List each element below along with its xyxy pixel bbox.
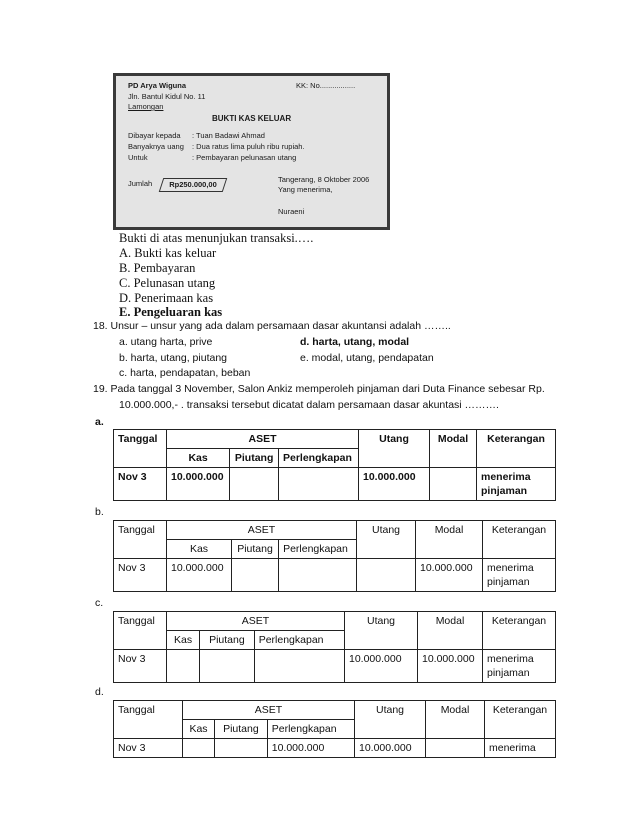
header-aset: ASET (167, 430, 359, 449)
header-kas: Kas (167, 540, 232, 559)
row-kas (183, 739, 215, 758)
header-modal: Modal (416, 521, 483, 559)
header-kas: Kas (167, 631, 200, 650)
header-modal: Modal (418, 612, 483, 650)
q19-question-line2: 10.000.000,- . transaksi tersebut dicatat dalam persamaan dasar akuntasi ………. (119, 399, 499, 411)
q19-option-b-label: b. (95, 506, 104, 518)
row-modal (426, 739, 485, 758)
receipt-title: BUKTI KAS KELUAR (212, 114, 292, 123)
q17-option-d: D. Penerimaan kas (119, 291, 214, 305)
header-tanggal: Tanggal (114, 701, 183, 739)
header-piutang: Piutang (231, 540, 278, 559)
row-keterangan: menerima pinjaman (483, 559, 556, 592)
row-keterangan: menerima (485, 739, 556, 758)
header-tanggal: Tanggal (114, 430, 167, 468)
row-modal (430, 468, 477, 501)
header-perlengkapan: Perlengkapan (254, 631, 344, 650)
row-date: Nov 3 (114, 559, 167, 592)
receipt-paid-to-label: Dibayar kepada (128, 131, 181, 140)
q19-table-c (113, 611, 556, 683)
header-keterangan: Keterangan (483, 612, 556, 650)
row-kas (167, 650, 200, 683)
header-perlengkapan: Perlengkapan (267, 720, 354, 739)
header-utang: Utang (345, 612, 418, 650)
header-utang: Utang (357, 521, 416, 559)
receipt-address1: Jln. Bantul Kidul No. 11 (128, 92, 206, 101)
q18-option-d: d. harta, utang, modal (300, 336, 410, 348)
receipt-amount-words: : Dua ratus lima puluh ribu rupiah. (192, 142, 305, 151)
header-perlengkapan: Perlengkapan (279, 449, 359, 468)
receipt-kk-number: KK: No................. (296, 81, 356, 90)
row-kas: 10.000.000 (167, 559, 232, 592)
row-perlengkapan (279, 559, 357, 592)
receipt-image (113, 73, 390, 230)
header-tanggal: Tanggal (114, 521, 167, 559)
receipt-total: Rp250.000,00 (169, 180, 217, 189)
q19-table-d (113, 700, 556, 758)
row-perlengkapan (254, 650, 344, 683)
q18-option-a: a. utang harta, prive (119, 336, 213, 348)
row-piutang (231, 559, 278, 592)
header-aset: ASET (167, 521, 357, 540)
header-utang: Utang (359, 430, 430, 468)
row-piutang (200, 650, 255, 683)
q18-option-b: b. harta, utang, piutang (119, 352, 227, 364)
header-piutang: Piutang (230, 449, 279, 468)
receipt-paid-to: : Tuan Badawi Ahmad (192, 131, 265, 140)
receipt-purpose: : Pembayaran pelunasan utang (192, 153, 297, 162)
row-utang: 10.000.000 (359, 468, 430, 501)
row-kas: 10.000.000 (167, 468, 230, 501)
receipt-total-box (159, 178, 228, 192)
row-utang: 10.000.000 (345, 650, 418, 683)
receipt-place-date: Tangerang, 8 Oktober 2006 (278, 175, 370, 184)
header-kas: Kas (183, 720, 215, 739)
header-keterangan: Keterangan (477, 430, 556, 468)
q17-option-e: E. Pengeluaran kas (119, 305, 223, 319)
header-modal: Modal (430, 430, 477, 468)
header-piutang: Piutang (215, 720, 268, 739)
header-perlengkapan: Perlengkapan (279, 540, 357, 559)
header-utang: Utang (355, 701, 426, 739)
q19-option-a-label: a. (95, 416, 104, 428)
header-aset: ASET (183, 701, 355, 720)
row-modal: 10.000.000 (418, 650, 483, 683)
q17-question: Bukti di atas menunjukan transaksi.…. (119, 231, 314, 245)
receipt-purpose-label: Untuk (128, 153, 148, 162)
row-perlengkapan: 10.000.000 (267, 739, 354, 758)
q17-option-b: B. Pembayaran (119, 261, 196, 275)
header-keterangan: Keterangan (485, 701, 556, 739)
row-utang (357, 559, 416, 592)
q18-option-c: c. harta, pendapatan, beban (119, 367, 251, 379)
receipt-total-label: Jumlah (128, 179, 153, 188)
q19-table-b (113, 520, 556, 592)
header-kas: Kas (167, 449, 230, 468)
receipt-received-by: Yang menerima, (278, 185, 333, 194)
header-tanggal: Tanggal (114, 612, 167, 650)
row-modal: 10.000.000 (416, 559, 483, 592)
header-aset: ASET (167, 612, 345, 631)
row-piutang (215, 739, 268, 758)
q19-question-line1: 19. Pada tanggal 3 November, Salon Ankiz memperoleh pinjaman dari Duta Finance sebesar Rp. (93, 383, 545, 395)
row-piutang (230, 468, 279, 501)
q18-option-e: e. modal, utang, pendapatan (300, 352, 434, 364)
row-utang: 10.000.000 (355, 739, 426, 758)
header-keterangan: Keterangan (483, 521, 556, 559)
receipt-company: PD Arya Wiguna (128, 81, 186, 90)
row-keterangan: menerima pinjaman (477, 468, 556, 501)
row-keterangan: menerima pinjaman (483, 650, 556, 683)
row-perlengkapan (279, 468, 359, 501)
row-date: Nov 3 (114, 739, 183, 758)
row-date: Nov 3 (114, 650, 167, 683)
receipt-signer: Nuraeni (278, 207, 305, 216)
q19-option-d-label: d. (95, 686, 104, 698)
q17-option-c: C. Pelunasan utang (119, 276, 216, 290)
q17-option-a: A. Bukti kas keluar (119, 246, 217, 260)
row-date: Nov 3 (114, 468, 167, 501)
q18-question: 18. Unsur – unsur yang ada dalam persamaan dasar akuntansi adalah …….. (93, 320, 451, 332)
receipt-address2: Lamongan (128, 102, 164, 111)
q19-table-a (113, 429, 556, 501)
q19-option-c-label: c. (95, 597, 104, 609)
receipt-amount-words-label: Banyaknya uang (128, 142, 184, 151)
header-piutang: Piutang (200, 631, 255, 650)
header-modal: Modal (426, 701, 485, 739)
